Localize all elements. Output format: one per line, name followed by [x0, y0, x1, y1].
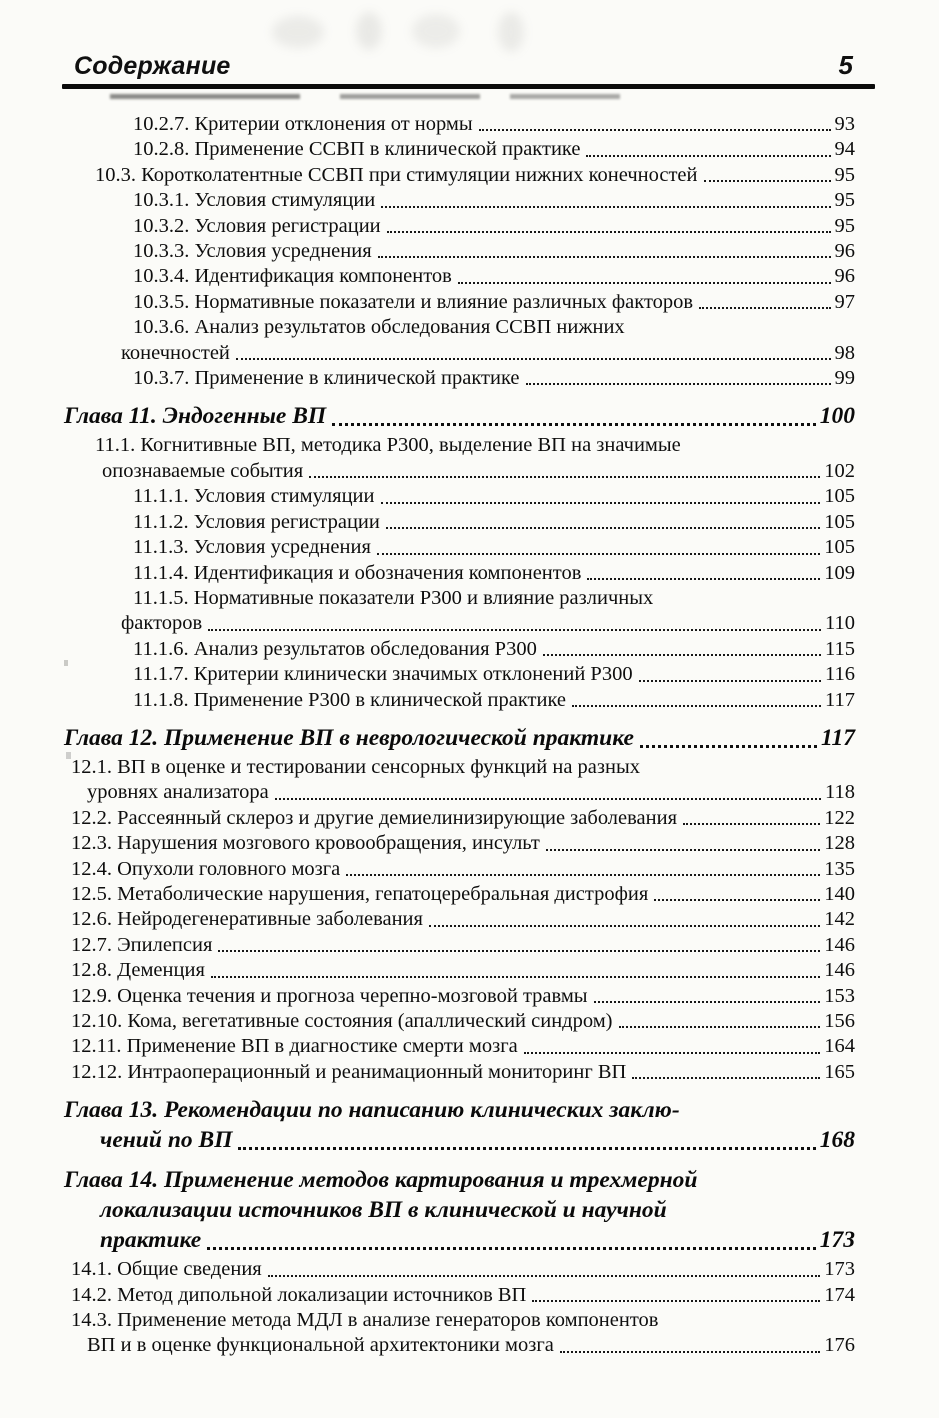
dot-leader [587, 578, 820, 580]
toc-page-number: 110 [825, 612, 855, 635]
toc-chapter-entry [63, 1095, 855, 1155]
toc-entry-text: 12.6. Нейродегенеративные заболевания [71, 908, 423, 931]
toc-page-number: 174 [824, 1283, 855, 1306]
toc-page-number: 100 [819, 403, 855, 430]
toc-entry [63, 137, 855, 162]
toc-entry [63, 688, 855, 713]
dot-leader [543, 654, 821, 656]
toc-page-number: 93 [834, 113, 855, 135]
toc-page-number: 176 [824, 1334, 855, 1357]
header-rule [62, 84, 875, 89]
toc-entry-text: 11.1.6. Анализ результатов обследования Р300 [133, 637, 537, 660]
dot-leader [632, 1077, 820, 1079]
dot-leader [387, 231, 831, 233]
scan-smudge [272, 16, 324, 48]
toc-entry [63, 1009, 855, 1034]
toc-entry-text: 12.12. Интраоперационный и реанимационный мониторинг ВП [71, 1060, 627, 1083]
toc-entry-text: ВП и в оценке функциональной архитектоники мозга [87, 1334, 554, 1357]
dot-leader [238, 1147, 815, 1150]
scan-smudge [412, 14, 460, 48]
toc-entry-text: 14.2. Метод дипольной локализации источников ВП [71, 1283, 527, 1306]
toc-entry [63, 1257, 855, 1282]
toc-entry-text: Глава 11. Эндогенные ВП [64, 403, 327, 430]
toc-entry [63, 984, 855, 1009]
toc-entry-text: 11.1.4. Идентификация и обозначения компонентов [133, 561, 582, 584]
toc-page-number: 135 [824, 857, 855, 880]
toc-entry-text: 14.3. Применение метода МДЛ в анализе генераторов компонентов [71, 1309, 659, 1332]
toc-page-number: 165 [824, 1060, 855, 1083]
dot-leader [654, 899, 820, 901]
toc-entry-text: 11.1.5. Нормативные показатели Р300 и влияние различных [133, 586, 654, 609]
toc-page-number: 153 [824, 984, 855, 1007]
toc-entry-text: 11.1.7. Критерии клинически значимых отклонений Р300 [133, 663, 633, 686]
dot-leader [458, 282, 831, 284]
toc-page-number: 142 [824, 908, 855, 931]
dot-leader [526, 383, 831, 385]
toc-page-number: 95 [834, 189, 855, 212]
toc-entry-text: опознаваемые события [102, 459, 304, 482]
toc-entry [63, 1060, 855, 1085]
dot-leader [699, 307, 830, 309]
toc-entry-text: 11.1.2. Условия регистрации [133, 510, 380, 533]
toc-page-number: 118 [825, 781, 855, 804]
dot-leader [346, 874, 820, 876]
scan-smudge [110, 94, 300, 99]
toc-page-number: 164 [824, 1035, 855, 1058]
dot-leader [532, 1300, 820, 1302]
toc-entry [63, 535, 855, 560]
toc-entry-text: 12.2. Рассеянный склероз и другие демиелинизирующие заболевания [71, 806, 678, 829]
scan-smudge [498, 12, 524, 52]
dot-leader [619, 1026, 821, 1028]
toc-page-number: 156 [824, 1010, 855, 1032]
toc-entry [63, 484, 855, 509]
toc-entry [63, 882, 855, 907]
toc-page-number: 99 [834, 367, 855, 390]
dot-leader [594, 1001, 821, 1003]
toc-entry-text: 12.7. Эпилепсия [71, 933, 213, 956]
dot-leader [381, 502, 821, 504]
toc-entry [63, 907, 855, 932]
dot-leader [275, 798, 821, 800]
toc-entry-text: 12.10. Кома, вегетативные состояния (апаллический синдром) [71, 1010, 613, 1032]
dot-leader [479, 129, 831, 131]
toc-page-number: 173 [819, 1227, 855, 1254]
toc-page-number: 105 [824, 510, 855, 533]
toc-page-number: 128 [824, 832, 855, 855]
toc-entry [63, 188, 855, 213]
toc-entry-text: 12.4. Опухоли головного мозга [71, 857, 341, 880]
dot-leader [640, 745, 817, 748]
toc-entry-text: 12.8. Деменция [71, 959, 205, 982]
dot-leader [639, 680, 821, 682]
toc-entry [63, 806, 855, 831]
toc-entry [63, 586, 855, 637]
toc-entry-text: 10.2.8. Применение ССВП в клинической практике [133, 138, 581, 161]
toc-entry [63, 112, 855, 137]
toc-page-number: 95 [834, 214, 855, 237]
toc-page-number: 109 [824, 561, 855, 584]
toc-entry-text: 14.1. Общие сведения [71, 1258, 262, 1281]
toc-page-number: 140 [824, 882, 855, 905]
toc-entry [63, 366, 855, 391]
dot-leader [704, 180, 831, 182]
toc-page-number: 117 [821, 724, 855, 751]
toc-entry-text: 10.3.4. Идентификация компонентов [133, 265, 452, 288]
toc-entry [63, 433, 855, 484]
toc-entry [63, 831, 855, 856]
toc-entry-text: 12.9. Оценка течения и прогноза черепно-мозговой травмы [71, 984, 588, 1007]
toc-entry [63, 933, 855, 958]
dot-leader [429, 925, 820, 927]
dot-leader [268, 1275, 821, 1277]
toc-entry [63, 958, 855, 983]
toc-page-number: 117 [825, 688, 855, 711]
toc-chapter-entry [63, 723, 855, 753]
toc-page-number: 96 [834, 265, 855, 288]
toc-entry [63, 1283, 855, 1308]
toc-page-number: 105 [824, 536, 855, 559]
toc-list [63, 112, 855, 1359]
toc-entry-text: 12.11. Применение ВП в диагностике смерти мозга [71, 1035, 518, 1058]
toc-entry [63, 662, 855, 687]
dot-leader [572, 705, 821, 707]
toc-entry-text: 10.3.3. Условия усреднения [133, 240, 372, 263]
toc-chapter-entry [63, 401, 855, 431]
toc-entry-text: чений по ВП [100, 1127, 233, 1154]
dot-leader [381, 206, 830, 208]
dot-leader [683, 823, 820, 825]
toc-entry-text: 12.1. ВП в оценке и тестировании сенсорных функций на разных [71, 755, 640, 778]
toc-entry-text: Глава 14. Применение методов картирования и трехмерной [64, 1167, 698, 1194]
toc-page-number: 116 [825, 663, 855, 686]
dot-leader [309, 476, 820, 478]
scan-smudge [340, 94, 480, 99]
toc-entry [63, 637, 855, 662]
toc-entry-text: практике [100, 1227, 202, 1254]
toc-entry [63, 315, 855, 366]
toc-entry [63, 857, 855, 882]
toc-page-number: 168 [819, 1127, 855, 1154]
dot-leader [236, 358, 831, 360]
toc-page-number: 115 [825, 637, 855, 660]
toc-page-number: 102 [824, 459, 855, 482]
dot-leader [208, 629, 821, 631]
dot-leader [207, 1247, 816, 1250]
dot-leader [560, 1351, 820, 1353]
toc-page-number: 94 [834, 138, 855, 161]
toc-entry [63, 1308, 855, 1359]
running-header-page-number: 5 [838, 50, 853, 80]
toc-page-number: 105 [824, 485, 855, 508]
dot-leader [378, 256, 831, 258]
dot-leader [211, 976, 820, 978]
toc-entry-text: 11.1.1. Условия стимуляции [133, 485, 375, 508]
toc-entry-text: локализации источников ВП в клинической и научной [100, 1197, 667, 1224]
toc-entry-text: факторов [121, 612, 203, 635]
toc-page-number: 146 [824, 959, 855, 982]
dot-leader [218, 950, 820, 952]
toc-page-number: 122 [824, 806, 855, 829]
toc-entry [63, 1034, 855, 1059]
toc-entry-text: 10.3.2. Условия регистрации [133, 214, 381, 237]
toc-entry [63, 264, 855, 289]
toc-entry [63, 163, 855, 188]
toc-entry [63, 510, 855, 535]
toc-entry-text: 10.3.1. Условия стимуляции [133, 189, 376, 212]
toc-entry-text: 11.1.3. Условия усреднения [133, 536, 371, 559]
scan-smudge [510, 94, 620, 99]
toc-entry-text: конечностей [121, 341, 230, 364]
toc-entry-text: 10.3.5. Нормативные показатели и влияние различных факторов [133, 290, 694, 313]
dot-leader [377, 553, 820, 555]
toc-entry-text: 11.1.8. Применение Р300 в клинической практике [133, 688, 567, 711]
dot-leader [332, 423, 816, 426]
toc-entry-text: 10.3.7. Применение в клинической практике [133, 367, 520, 390]
toc-page-number: 173 [824, 1258, 855, 1281]
toc-page-number: 146 [824, 933, 855, 956]
toc-page-number: 98 [834, 341, 855, 364]
toc-entry-text: 10.2.7. Критерии отклонения от нормы [133, 113, 473, 135]
toc-entry [63, 561, 855, 586]
toc-entry [63, 239, 855, 264]
toc-entry-text: уровнях анализатора [87, 781, 269, 804]
dot-leader [546, 849, 820, 851]
toc-entry-text: 12.3. Нарушения мозгового кровообращения, инсульт [71, 832, 540, 855]
toc-page-number: 95 [834, 163, 855, 186]
dot-leader [524, 1052, 821, 1054]
toc-chapter-entry [63, 1165, 855, 1255]
toc-entry-text: 10.3. Коротколатентные ССВП при стимуляции нижних конечностей [95, 163, 698, 186]
running-header-title: Содержание [74, 52, 231, 80]
scan-smudge [356, 12, 382, 50]
toc-entry [63, 290, 855, 315]
toc-entry [63, 214, 855, 239]
toc-entry-text: 12.5. Метаболические нарушения, гепатоцеребральная дистрофия [71, 882, 649, 905]
dot-leader [586, 155, 830, 157]
toc-entry [63, 755, 855, 806]
dot-leader [386, 527, 820, 529]
toc-entry-text: 11.1. Когнитивные ВП, методика Р300, выделение ВП на значимые [95, 434, 681, 457]
toc-page-number: 96 [834, 240, 855, 263]
toc-entry-text: Глава 13. Рекомендации по написанию клинических заклю- [64, 1097, 680, 1124]
toc-page-number: 97 [834, 290, 855, 313]
toc-entry-text: 10.3.6. Анализ результатов обследования ССВП нижних [133, 316, 625, 339]
toc-entry-text: Глава 12. Применение ВП в неврологической практике [64, 724, 634, 751]
